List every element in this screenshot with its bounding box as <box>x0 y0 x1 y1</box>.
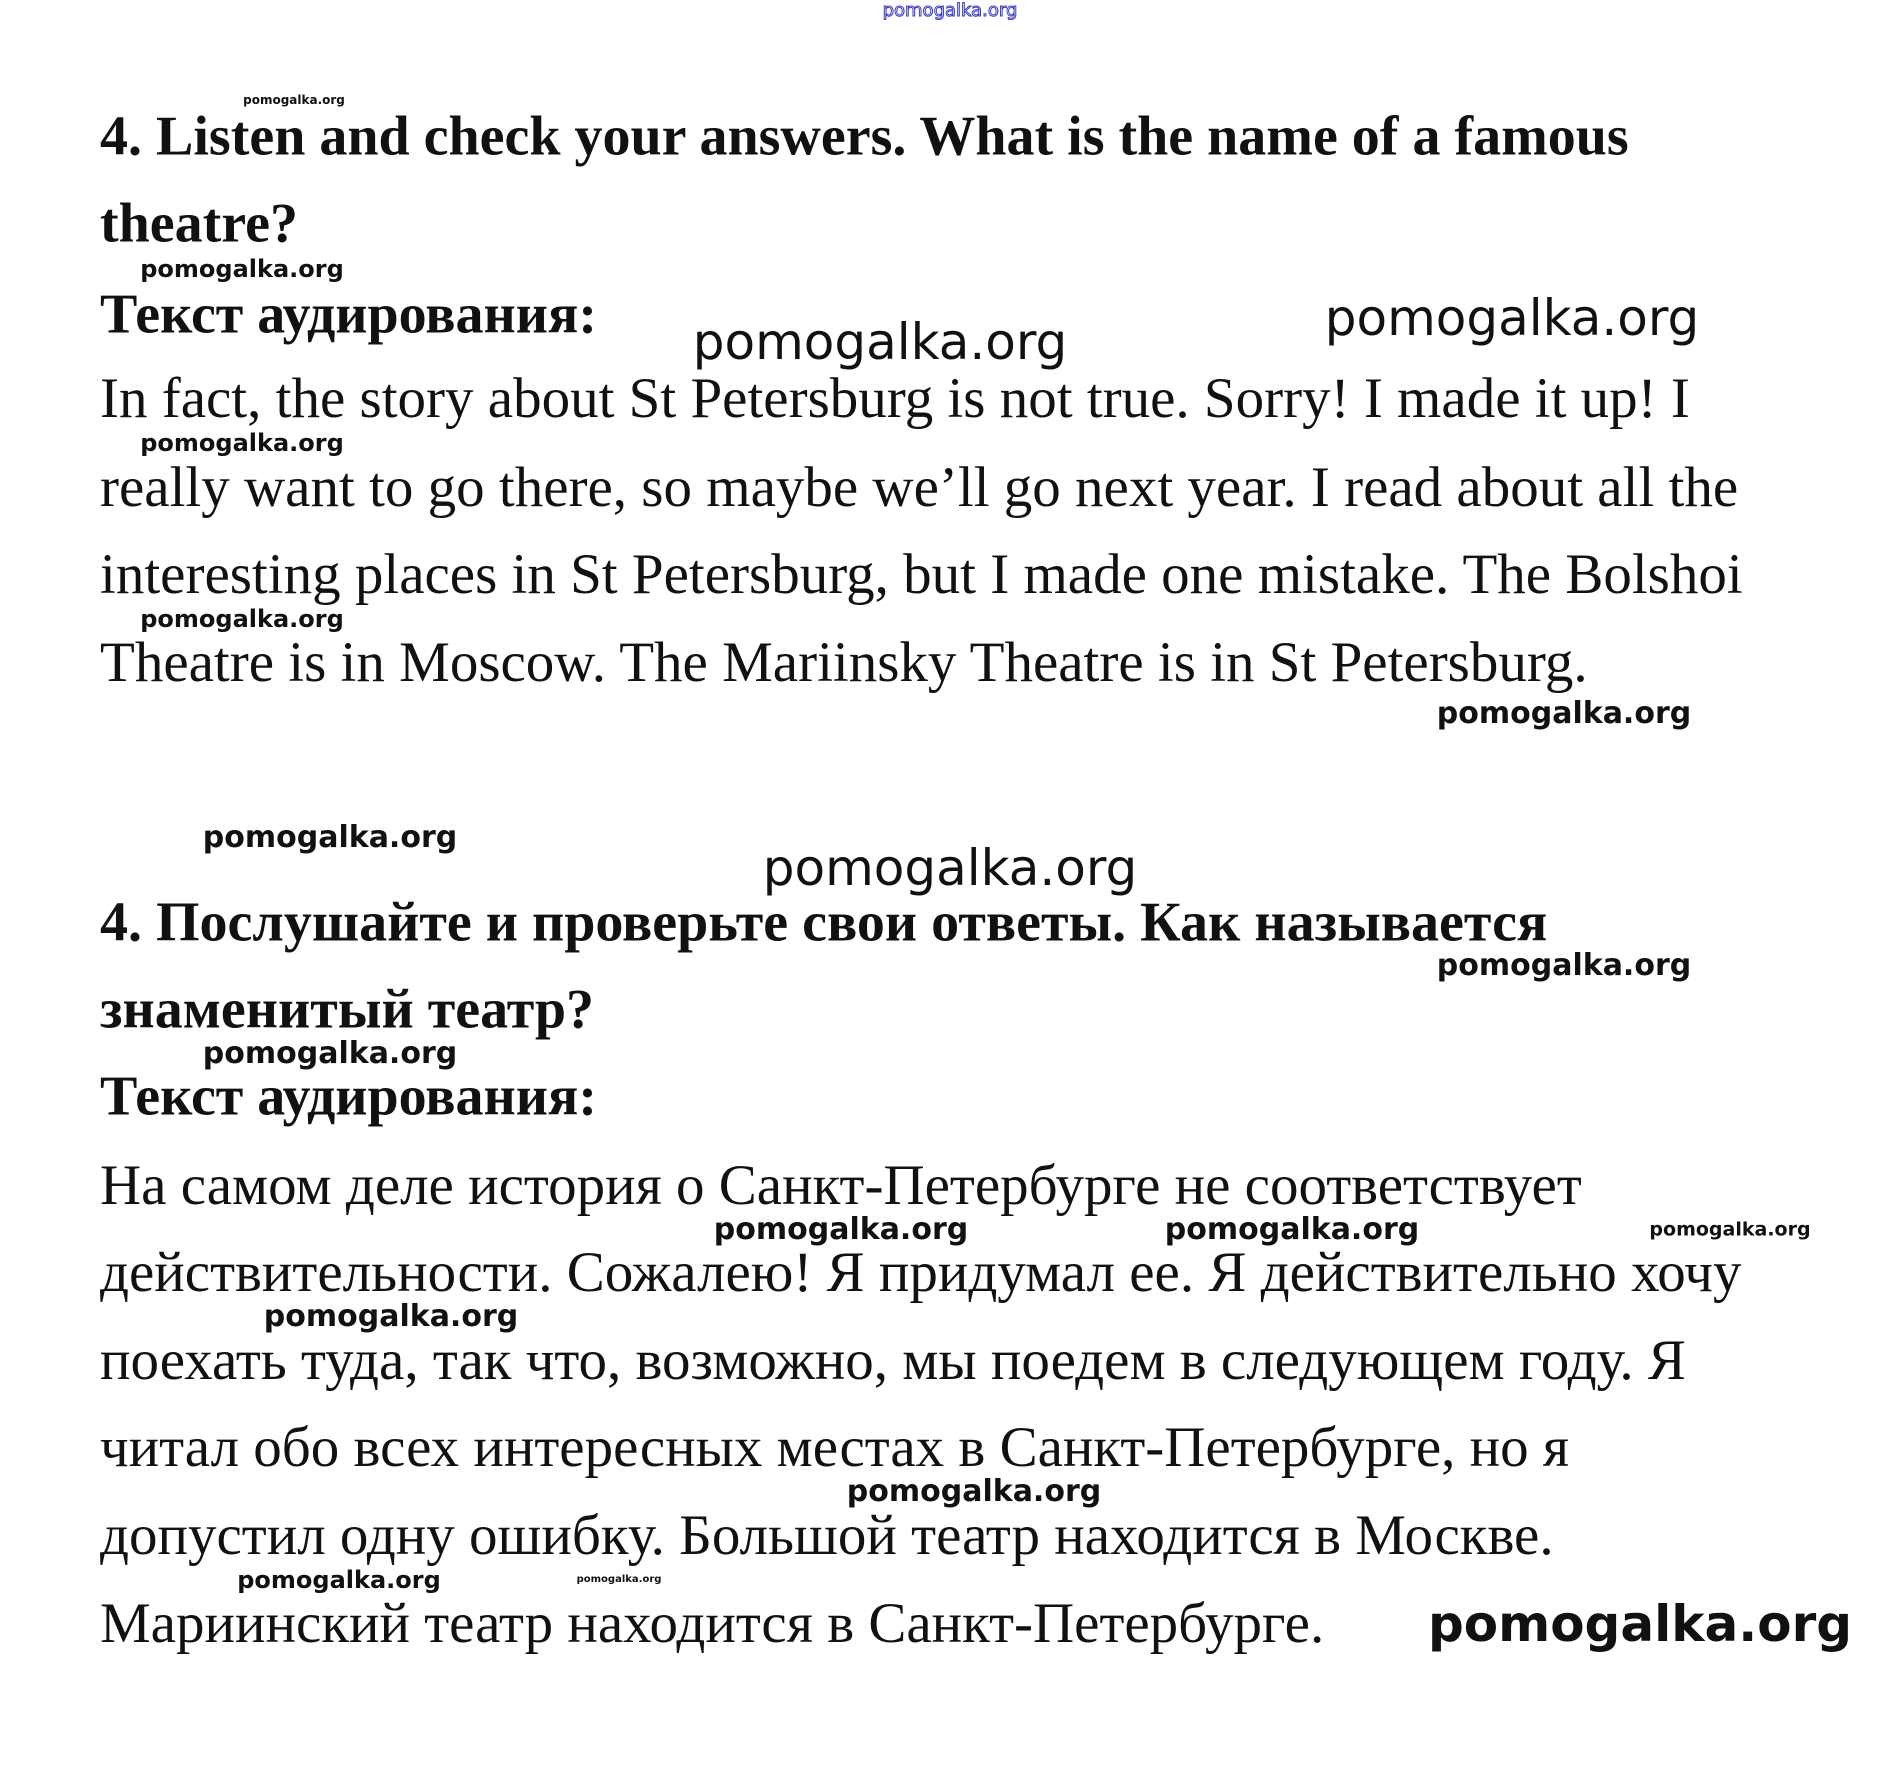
body-line: действительности. Сожалею! Я придумал ее. Я действительно хочу <box>100 1240 1742 1304</box>
body-line: really want to go there, so maybe we’ll go next year. I read about all the <box>100 455 1739 519</box>
watermark: pomogalka.org <box>1436 948 1692 983</box>
body-line: допустил одну ошибку. Большой театр находится в Москве. <box>100 1503 1554 1567</box>
exercise-heading: 4. Listen and check your answers. What is the name of a famous <box>100 105 1629 168</box>
body-line: поехать туда, так что, возможно, мы поедем в следующем году. Я <box>100 1328 1686 1392</box>
watermark: pomogalka.org <box>243 93 345 107</box>
body-line: читал обо всех интересных местах в Санкт-Петербурге, но я <box>100 1415 1570 1479</box>
watermark: pomogalka.org <box>1649 1218 1811 1241</box>
section-subheading: Текст аудирования: <box>100 283 597 346</box>
watermark: pomogalka.org <box>1436 696 1692 731</box>
body-line: interesting places in St Petersburg, but I made one mistake. The Bolshoi <box>100 542 1743 606</box>
watermark: pomogalka.org <box>237 1566 441 1594</box>
watermark: pomogalka.org <box>202 820 458 855</box>
body-line: Theatre is in Moscow. The Mariinsky Theatre is in St Petersburg. <box>100 630 1588 694</box>
exercise-heading: theatre? <box>100 192 298 255</box>
watermark: pomogalka.org <box>140 605 344 633</box>
watermark: pomogalka.org <box>140 429 344 457</box>
watermark: pomogalka.org <box>882 0 1018 21</box>
watermark: pomogalka.org <box>846 1474 1102 1509</box>
watermark: pomogalka.org <box>1164 1212 1420 1247</box>
watermark: pomogalka.org <box>140 255 344 283</box>
watermark: pomogalka.org <box>762 839 1138 897</box>
watermark: pomogalka.org <box>576 1574 662 1585</box>
body-line: На самом деле история о Санкт-Петербурге не соответствует <box>100 1153 1582 1217</box>
watermark: pomogalka.org <box>202 1036 458 1071</box>
body-line: In fact, the story about St Petersburg is not true. Sorry! I made it up! I <box>100 366 1690 430</box>
watermark: pomogalka.org <box>1427 1595 1853 1653</box>
body-line: Мариинский театр находится в Санкт-Петербурге. <box>100 1591 1325 1655</box>
watermark: pomogalka.org <box>713 1212 969 1247</box>
watermark: pomogalka.org <box>263 1299 519 1334</box>
exercise-heading: знаменитый театр? <box>100 978 595 1041</box>
exercise-heading: 4. Послушайте и проверьте свои ответы. Как называется <box>100 891 1548 954</box>
section-subheading: Текст аудирования: <box>100 1065 597 1128</box>
watermark: pomogalka.org <box>692 313 1068 371</box>
watermark: pomogalka.org <box>1324 289 1700 347</box>
